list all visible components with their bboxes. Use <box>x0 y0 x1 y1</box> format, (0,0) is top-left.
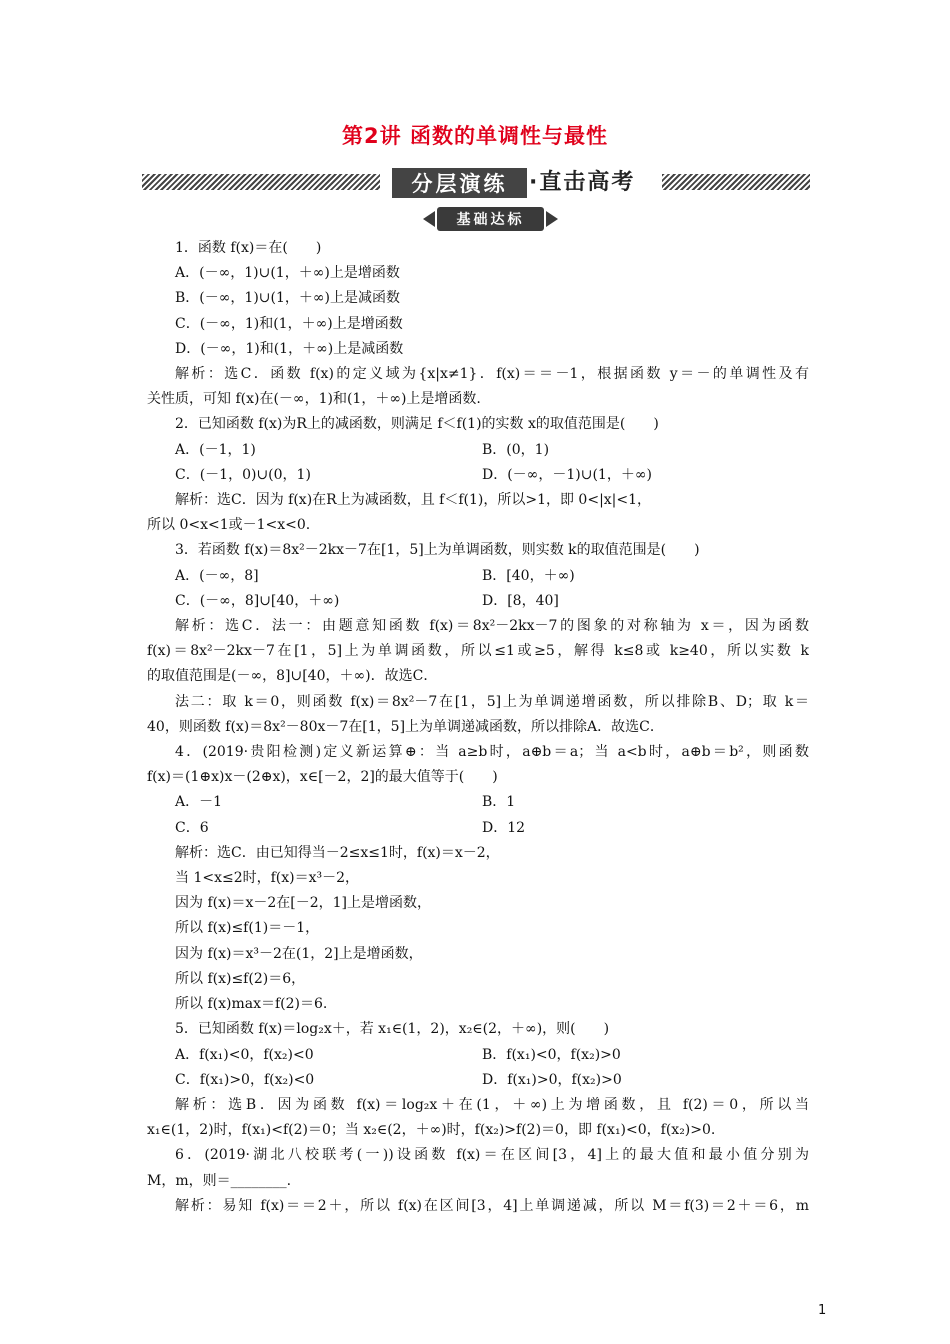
solution-line: 因为 f(x)＝x³－2在(1，2]上是增函数， <box>175 945 423 962</box>
option-d: D．[8，40] <box>482 592 559 609</box>
option-row <box>147 438 809 463</box>
solution-line: 解析：选C．函数 f(x)的定义域为{x|x≠1}．f(x)＝＝－1，根据函数 y＝－的单调性及有 <box>175 366 809 383</box>
option-d: D．12 <box>482 819 526 836</box>
option-row <box>147 790 809 815</box>
option-a: A．－1 <box>175 794 223 811</box>
document-body <box>147 236 809 1219</box>
solution-line: f(x)＝8x²－2kx－7在[1，5]上为单调函数，所以≤1或≥5，解得 k≤8或 k≥40，所以实数 k <box>147 643 809 660</box>
option-b: B．[40，＋∞) <box>482 567 575 584</box>
section-tag-label: 基础达标 <box>437 207 544 231</box>
page-number: 1 <box>818 1303 827 1318</box>
option-line: B．(－∞，1)∪(1，＋∞)上是减函数 <box>175 290 401 307</box>
option-d: D．(－∞，－1)∪(1，＋∞) <box>482 466 652 483</box>
option-row <box>147 463 809 488</box>
option-a: A．(－1，1) <box>175 441 256 458</box>
solution-line: 所以 f(x)≤f(2)＝6， <box>175 970 306 987</box>
option-row <box>147 564 809 589</box>
option-b: B．f(x₁)<0，f(x₂)>0 <box>482 1046 621 1063</box>
question-5: 5．已知函数 f(x)＝log₂x＋，若 x₁∈(1，2)，x₂∈(2，＋∞)，则( ) <box>175 1021 610 1038</box>
question-4: 4．(2019·贵阳检测)定义新运算⊕：当 a≥b时，a⊕b＝a；当 a<b时，a⊕b＝b²，则函数 <box>175 744 809 761</box>
solution-line: 解析：选C．法一：由题意知函数 f(x)＝8x²－2kx－7的图象的对称轴为 x＝，因为函数 <box>175 618 809 635</box>
section-tag <box>423 207 558 231</box>
solution-line: 关性质，可知 f(x)在(－∞，1)和(1，＋∞)上是增函数. <box>147 391 481 408</box>
option-line: D．(－∞，1)和(1，＋∞)上是减函数 <box>175 340 404 357</box>
option-c: C．(－1，0)∪(0，1) <box>175 466 311 483</box>
option-a: A．(－∞，8] <box>175 567 259 584</box>
page-title: 第2讲 函数的单调性与最性 <box>342 124 608 148</box>
solution-line: x₁∈(1，2)时，f(x₁)<f(2)＝0；当 x₂∈(2，＋∞)时，f(x₂)>f(2)＝0，即 f(x₁)<0，f(x₂)>0. <box>147 1122 716 1139</box>
option-row <box>147 1043 809 1068</box>
banner-label-left: 分层演练 <box>392 168 527 198</box>
question-6: 6．(2019·湖北八校联考(一))设函数 f(x)＝在区间[3，4]上的最大值和最小值分别为 <box>175 1147 809 1164</box>
question-2: 2．已知函数 f(x)为R上的减函数，则满足 f＜f(1)的实数 x的取值范围是( ) <box>175 416 659 433</box>
question-3: 3．若函数 f(x)＝8x²－2kx－7在[1，5]上为单调函数，则实数 k的取值范围是( ) <box>175 542 700 559</box>
option-line: A．(－∞，1)∪(1，＋∞)上是增函数 <box>175 265 400 282</box>
solution-line: 法二：取 k＝0，则函数 f(x)＝8x²－7在[1，5]上为单调递增函数，所以排除B、D；取 k＝ <box>175 693 809 710</box>
solution-line: 所以 f(x)≤f(1)＝－1， <box>175 920 320 937</box>
solution-line: 所以 0<x<1或－1<x<0. <box>147 517 311 534</box>
solution-line: 的取值范围是(－∞，8]∪[40，＋∞)．故选C． <box>147 668 438 685</box>
option-a: A．f(x₁)<0，f(x₂)<0 <box>175 1046 314 1063</box>
option-d: D．f(x₁)>0，f(x₂)>0 <box>482 1071 622 1088</box>
solution-line: 解析：选C．因为 f(x)在R上为减函数，且 f＜f(1)，所以>1，即 0<|x|<1， <box>175 492 652 509</box>
question-6-cont: M，m，则＝________. <box>147 1172 292 1189</box>
option-line: C．(－∞，1)和(1，＋∞)上是增函数 <box>175 315 403 332</box>
section-banner <box>142 168 810 198</box>
option-b: B．(0，1) <box>482 441 550 458</box>
banner-label-right: ·直击高考 <box>529 170 636 195</box>
solution-line: 解析：选C．由已知得当－2≤x≤1时，f(x)＝x－2， <box>175 844 500 861</box>
option-row <box>147 589 809 614</box>
option-b: B．1 <box>482 794 516 811</box>
option-c: C．6 <box>175 819 209 836</box>
solution-line: 解析：易知 f(x)＝＝2＋，所以 f(x)在区间[3，4]上单调递减，所以 M＝f(3)＝2＋＝6，m <box>175 1197 809 1214</box>
solution-line: 所以 f(x)max＝f(2)＝6. <box>175 996 328 1013</box>
banner-stripe-left <box>142 174 380 190</box>
tag-arrow-left-icon <box>423 211 435 227</box>
option-c: C．(－∞，8]∪[40，＋∞) <box>175 592 340 609</box>
solution-line: 40，则函数 f(x)＝8x²－80x－7在[1，5]上为单调递减函数，所以排除A．故选C． <box>147 718 664 735</box>
solution-line: 当 1<x≤2时，f(x)＝x³－2， <box>175 870 360 887</box>
question-4-cont: f(x)＝(1⊕x)x－(2⊕x)，x∈[－2，2]的最大值等于( ) <box>147 769 498 786</box>
tag-arrow-right-icon <box>546 211 558 227</box>
option-row <box>147 1068 809 1093</box>
banner-stripe-right <box>662 174 810 190</box>
solution-line: 解析：选B．因为函数 f(x)＝log₂x＋在(1，＋∞)上为增函数，且 f(2)＝0，所以当 <box>175 1096 809 1113</box>
question-1: 1．函数 f(x)＝在( ) <box>175 240 322 256</box>
solution-line: 因为 f(x)＝x－2在[－2，1]上是增函数， <box>175 895 431 912</box>
option-c: C．f(x₁)>0，f(x₂)<0 <box>175 1071 315 1088</box>
option-row <box>147 816 809 841</box>
